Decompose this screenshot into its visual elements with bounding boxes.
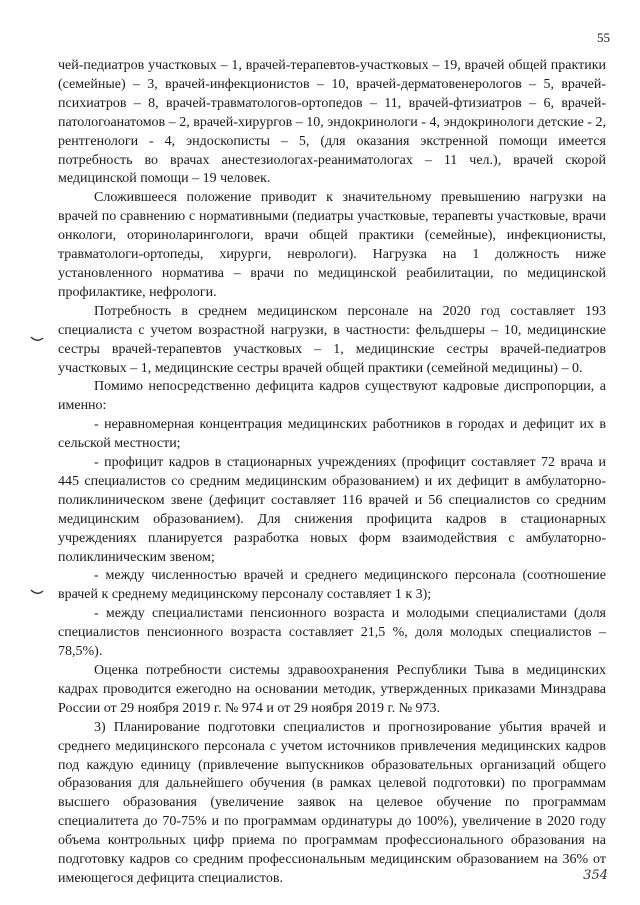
scan-mark [30,336,44,342]
paragraph: чей-педиатров участковых – 1, врачей-терапевтов-участковых – 19, врачей общей практики (семейные) – 3, врачей-инфекционистов – 10, врачей-дерматовенерологов – 5, врачей-психиатров – 8, врачей-травматологов-ортопедов – 11, врачей-фтизиатров – 6, врачей-патологоанатомов – 2, врачей-хирургов – 10, эндокринологи - 4, эндокринологи детские - 2, рентгенологи - 4, эндоскописты – 5, (для оказания экстренной помощи имеется потребность во врачах анестезиологах-реаниматологах – 11 чел.), врачей скорой медицинской помощи – 19 человек. [58,58,606,187]
paragraph: Помимо непосредственно дефицита кадров существуют кадровые диспропорции, а именно: [58,379,606,414]
list-item: - неравномерная концентрация медицинских работников в городах и дефицит их в сельской местности; [58,417,606,452]
list-item: - профицит кадров в стационарных учреждениях (профицит составляет 72 врача и 445 специалистов со средним медицинским образованием) и их дефицит в амбулаторно-поликлиническом звене (дефицит составляет 116 врачей и 56 специалистов со средним медицинским образованием). Для снижения профицита кадров в стационарных учреждениях планируется разработка новых форм взаимодействия с амбулаторно-поликлиническим звеном; [58,455,606,565]
document-body [58,57,606,889]
handwritten-page-number: 354 [583,868,608,883]
list-item: - между специалистами пенсионного возраста и молодыми специалистами (доля специалистов пенсионного возраста составляет 21,5 %, доля молодых специалистов – 78,5%). [58,606,606,660]
scan-mark [30,589,44,595]
list-item: - между численностью врачей и среднего медицинского персонала (соотношение врачей к среднему медицинскому персоналу составляет 1 к 3); [58,568,606,603]
paragraph: Потребность в среднем медицинском персонале на 2020 год составляет 193 специалиста с учетом возрастной нагрузки, в частности: фельдшеры – 10, медицинские сестры врачей-терапевтов участковых – 1, медицинские сестры врачей-педиатров участковых – 1, медицинские сестры врачей общей практики (семейной медицины) – 0. [58,303,606,376]
page-number: 55 [597,30,610,45]
paragraph: Оценка потребности системы здравоохранения Республики Тыва в медицинских кадрах проводится ежегодно на основании методик, утвержденных приказами Минздрава России от 29 ноября 2019 г. № 974 и от 29 ноября 2019 г. № 973. [58,663,606,716]
paragraph: 3) Планирование подготовки специалистов и прогнозирование убытия врачей и среднего медицинского персонала с учетом источников привлечения медицинских кадров под каждую единицу (привлечение выпускников образовательных организаций общего образования для дальнейшего обучения (в рамках целевой подготовки) по программам высшего образования (увеличение заявок на целевое обучение по программам специалитета до 70-75% и по программам ординатуры до 100%), увеличение в 2020 году объема контрольных цифр приема по программам профессионального образования на подготовку кадров со средним профессиональным медицинским образованием на 36% от имеющегося дефицита специалистов. [58,719,606,886]
paragraph: Сложившееся положение приводит к значительному превышению нагрузки на врачей по сравнению с нормативными (педиатры участковые, терапевты участковые, врачи онкологи, оториноларингологи, врачи общей практики (семейные), инфекционисты, травматологи-ортопеды, хирурги, неврологи). Нагрузка на 1 должность ниже установленного норматива – врачи по медицинской реабилитации, по медицинской профилактике, нефрологи. [58,190,606,300]
